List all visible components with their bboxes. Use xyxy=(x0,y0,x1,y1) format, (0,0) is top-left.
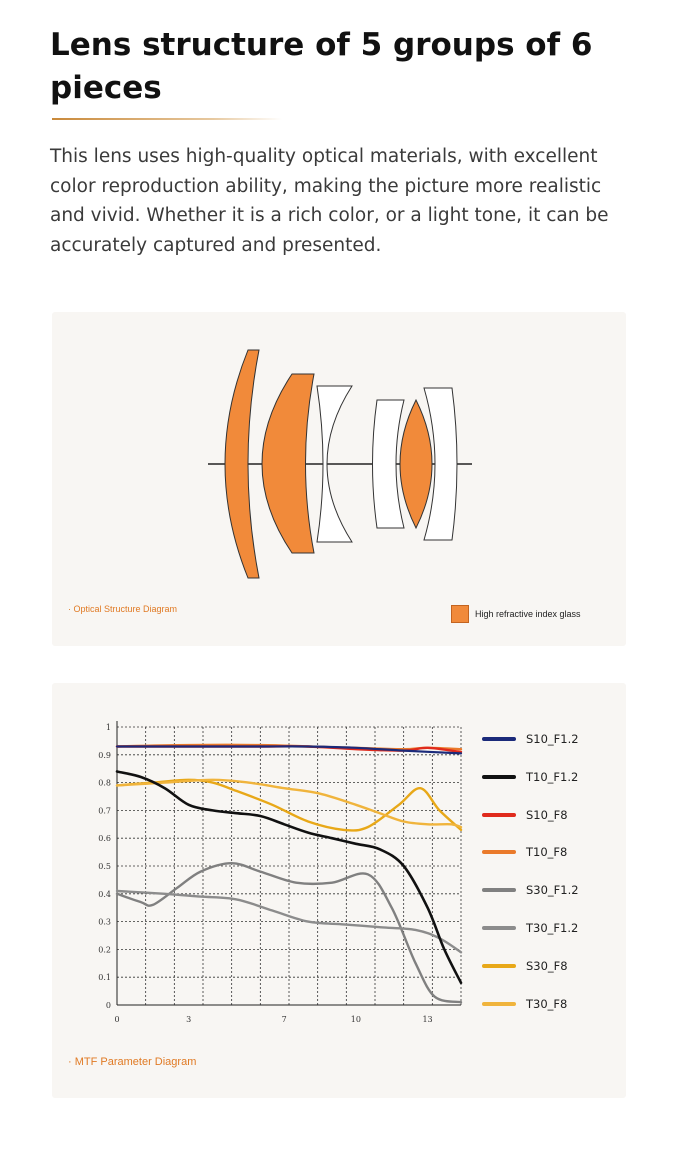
y-tick-label: 0.3 xyxy=(98,917,111,927)
y-tick-label: 0.9 xyxy=(98,750,111,760)
legend-label: T30_F8 xyxy=(526,996,568,1011)
x-tick-label: 7 xyxy=(281,1015,287,1024)
y-tick-label: 0.4 xyxy=(98,889,111,899)
y-tick-label: 0.7 xyxy=(98,806,111,816)
lens-element-5 xyxy=(400,400,432,528)
mtf-caption: · MTF Parameter Diagram xyxy=(68,1056,197,1068)
legend-swatch xyxy=(482,1002,516,1006)
legend-swatch xyxy=(482,850,516,854)
legend-item xyxy=(482,729,579,749)
intro-paragraph: This lens uses high-quality optical materials, with excellent color reproduction ability, making the picture more realistic and vivid. Whether it is a rich color, or a light tone, it can be accurately captured and presented. xyxy=(50,146,609,256)
legend-swatch xyxy=(482,888,516,892)
x-tick-label: 3 xyxy=(186,1015,192,1024)
legend-item xyxy=(482,956,568,976)
legend-item xyxy=(482,805,568,825)
x-tick-label: 13 xyxy=(422,1015,433,1024)
legend-label: S30_F1.2 xyxy=(526,883,579,898)
legend-label: T30_F1.2 xyxy=(526,921,579,935)
glass-legend xyxy=(451,605,581,623)
y-tick-label: 0.1 xyxy=(98,973,111,983)
optical-structure-diagram xyxy=(52,312,626,646)
y-tick-label: 0 xyxy=(105,1001,111,1010)
x-tick-label: 0 xyxy=(114,1015,120,1024)
legend-item xyxy=(482,994,567,1014)
legend-swatch xyxy=(482,964,516,968)
legend-label: T10_F1.2 xyxy=(526,769,579,784)
glass-legend-label: High refractive index glass xyxy=(475,609,581,619)
y-tick-label: 1 xyxy=(105,723,111,732)
title-underline xyxy=(52,118,282,120)
legend-swatch xyxy=(482,737,516,741)
legend-swatch xyxy=(482,775,516,779)
legend-item xyxy=(482,842,567,862)
high-index-swatch xyxy=(451,605,469,623)
legend-label: S10_F8 xyxy=(526,807,568,822)
x-tick-label: 10 xyxy=(350,1015,361,1024)
structure-caption: · Optical Structure Diagram xyxy=(68,604,178,614)
legend-label: S10_F1.2 xyxy=(526,732,579,746)
legend-item xyxy=(482,880,579,900)
legend-label: S30_F8 xyxy=(526,958,568,973)
legend-item xyxy=(482,767,578,787)
y-tick-label: 0.6 xyxy=(98,834,111,844)
legend-swatch xyxy=(482,813,516,817)
page-title: Lens structure of 5 groups of 6 pieces xyxy=(50,27,593,106)
legend-item xyxy=(482,918,578,938)
legend-label: T10_F8 xyxy=(526,845,568,860)
y-tick-label: 0.2 xyxy=(98,945,111,955)
legend-swatch xyxy=(482,926,516,930)
optical-structure-panel xyxy=(52,312,626,646)
mtf-panel xyxy=(52,683,626,1098)
y-tick-label: 0.8 xyxy=(98,778,111,788)
y-tick-label: 0.5 xyxy=(98,862,111,871)
